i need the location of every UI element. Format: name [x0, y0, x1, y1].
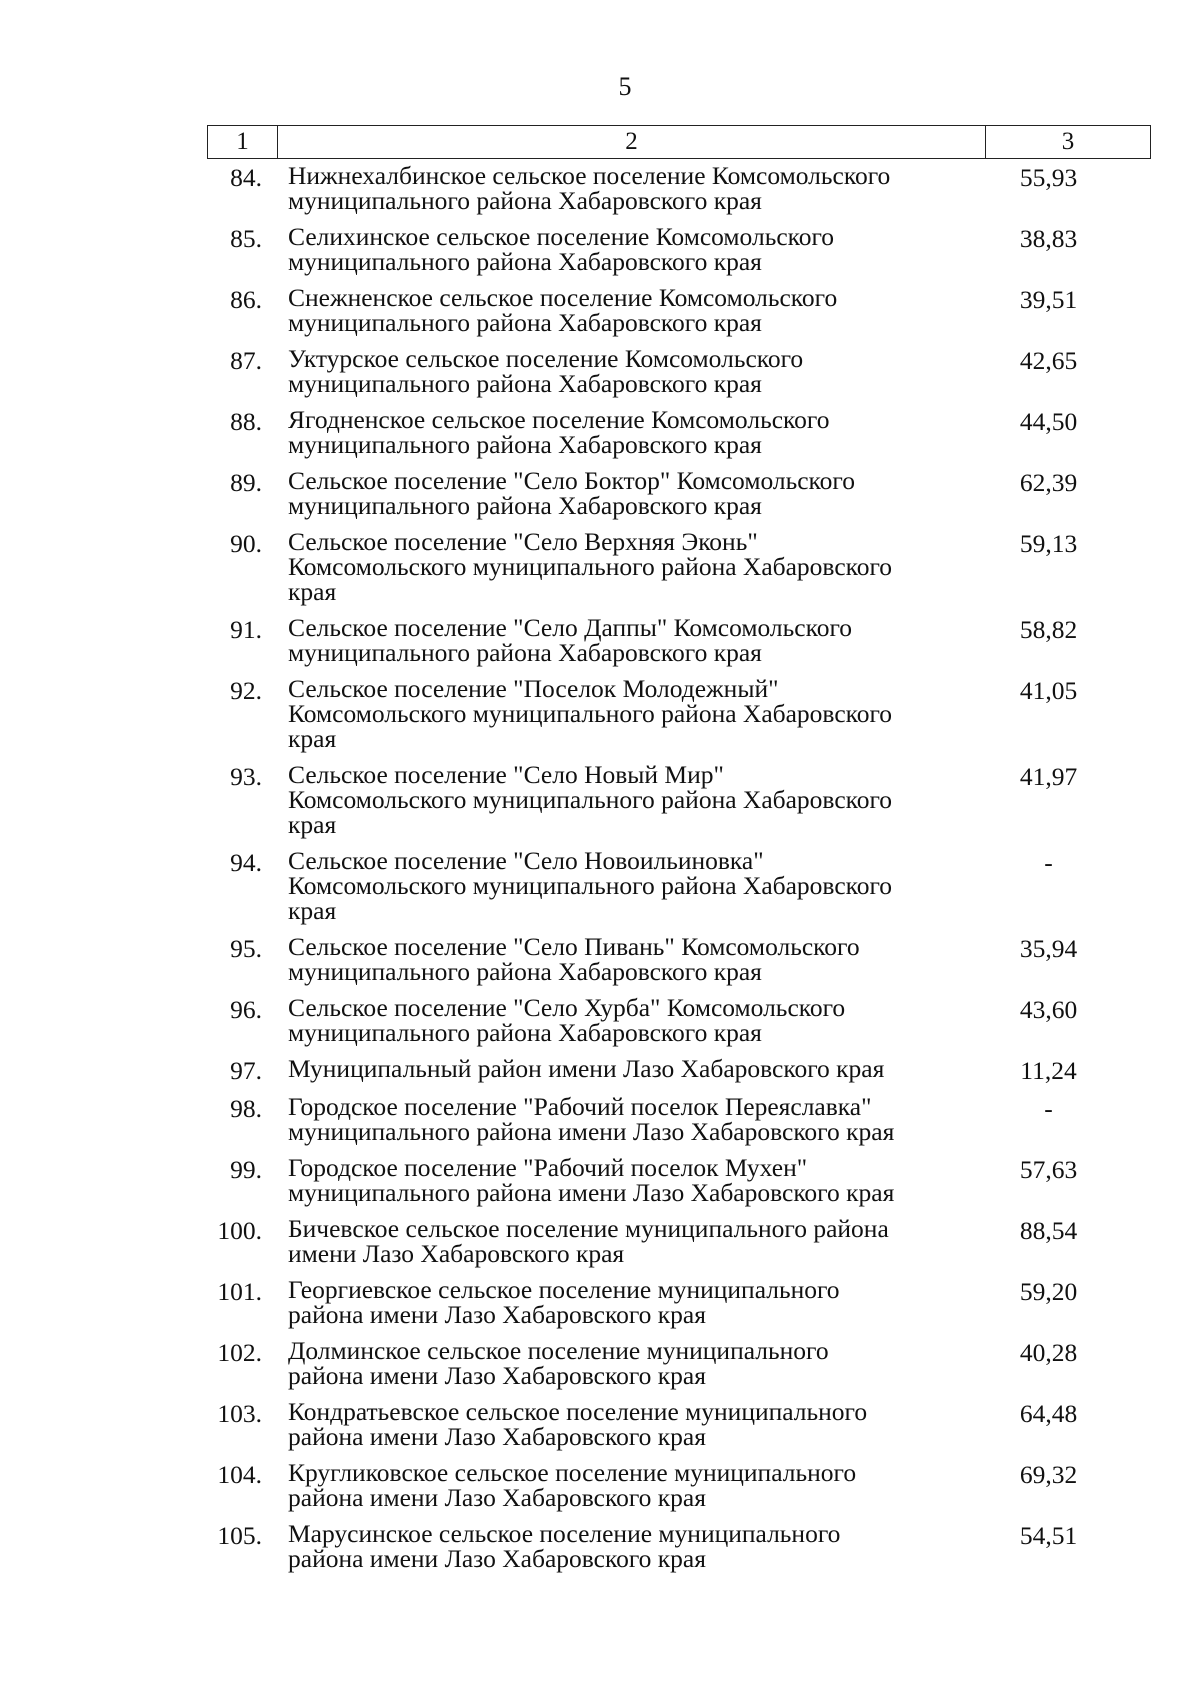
municipality-name-line: Кругликовское сельское поселение муниципального	[288, 1458, 857, 1487]
row-number: 92.	[230, 676, 262, 705]
row-value: 57,63	[1019, 1155, 1078, 1184]
table-row	[207, 1216, 1151, 1266]
row-value: 42,65	[1019, 346, 1078, 375]
municipality-name-line: Снежненское сельское поселение Комсомольского	[288, 283, 838, 312]
row-number: 104.	[217, 1460, 262, 1489]
municipality-name	[262, 163, 974, 213]
table-row	[207, 1056, 1151, 1083]
table-row	[207, 468, 1151, 518]
municipality-name	[262, 346, 974, 396]
municipality-name-line: Сельское поселение "Село Новый Мир"	[288, 760, 724, 789]
municipality-name-line: района имени Лазо Хабаровского края	[288, 1300, 706, 1329]
municipality-name-line: Сельское поселение "Село Новоильиновка"	[288, 846, 764, 875]
municipality-name-line: Уктурское сельское поселение Комсомольского	[288, 344, 804, 373]
row-value: 62,39	[1019, 468, 1078, 497]
row-number: 91.	[230, 615, 262, 644]
municipality-name	[262, 1094, 974, 1144]
municipality-name-line: Комсомольского муниципального района Хабаровского	[288, 699, 893, 728]
row-value: 43,60	[1019, 995, 1078, 1024]
row-value: 59,13	[1019, 529, 1078, 558]
municipality-name-line: Комсомольского муниципального района Хабаровского	[288, 871, 893, 900]
municipality-name	[262, 995, 974, 1045]
row-value: 39,51	[1019, 285, 1078, 314]
row-number: 94.	[230, 848, 262, 877]
municipality-name	[262, 468, 974, 518]
row-number: 85.	[230, 224, 262, 253]
row-number: 95.	[230, 934, 262, 963]
municipality-name-line: Сельское поселение "Село Боктор" Комсомольского	[288, 466, 855, 495]
row-value: 41,05	[1019, 676, 1078, 705]
municipality-name	[262, 676, 974, 751]
municipality-name-line: муниципального района Хабаровского края	[288, 1018, 762, 1047]
table-row	[207, 934, 1151, 984]
row-number: 96.	[230, 995, 262, 1024]
municipality-name	[262, 529, 974, 604]
municipality-name-line: Сельское поселение "Село Верхняя Эконь"	[288, 527, 758, 556]
municipality-name	[262, 1277, 974, 1327]
municipality-name-line: муниципального района Хабаровского края	[288, 957, 762, 986]
row-number: 86.	[230, 285, 262, 314]
row-value: 59,20	[1019, 1277, 1078, 1306]
municipality-name-line: района имени Лазо Хабаровского края	[288, 1483, 706, 1512]
row-value: 58,82	[1019, 615, 1078, 644]
municipality-name-line: муниципального района Хабаровского края	[288, 491, 762, 520]
page-number: 5	[618, 72, 632, 101]
municipality-name-line: Сельское поселение "Село Хурба" Комсомольского	[288, 993, 846, 1022]
municipality-name-line: Ягодненское сельское поселение Комсомольского	[288, 405, 830, 434]
municipality-name	[262, 762, 974, 837]
municipality-name-line: Кондратьевское сельское поселение муниципального	[288, 1397, 868, 1426]
municipality-name-line: имени Лазо Хабаровского края	[288, 1239, 625, 1268]
municipality-name	[262, 1216, 974, 1266]
row-number: 103.	[217, 1399, 262, 1428]
municipality-name-line: края	[288, 896, 337, 925]
row-number: 98.	[230, 1094, 262, 1123]
header-col-1: 1	[208, 126, 278, 158]
municipality-name-line: Марусинское сельское поселение муниципального	[288, 1519, 841, 1548]
municipality-name-line: муниципального района имени Лазо Хабаровского края	[288, 1117, 895, 1146]
table-row	[207, 848, 1151, 923]
row-number: 84.	[230, 163, 262, 192]
row-number: 105.	[217, 1521, 262, 1550]
municipality-name-line: края	[288, 810, 337, 839]
municipality-name-line: края	[288, 724, 337, 753]
table-row	[207, 529, 1151, 604]
municipality-name-line: муниципального района имени Лазо Хабаровского края	[288, 1178, 895, 1207]
table-row	[207, 615, 1151, 665]
municipality-name-line: муниципального района Хабаровского края	[288, 308, 762, 337]
row-value: 41,97	[1019, 762, 1078, 791]
header-col-2: 2	[278, 126, 986, 158]
municipality-name	[262, 1056, 974, 1083]
row-number: 99.	[230, 1155, 262, 1184]
row-number: 101.	[217, 1277, 262, 1306]
table-row	[207, 1277, 1151, 1327]
row-number: 89.	[230, 468, 262, 497]
table-row	[207, 163, 1151, 213]
header-col-3: 3	[1061, 128, 1075, 155]
municipality-name-line: края	[288, 577, 337, 606]
row-value: 44,50	[1019, 407, 1078, 436]
municipality-name-line: Сельское поселение "Село Пивань" Комсомольского	[288, 932, 860, 961]
municipality-name	[262, 1155, 974, 1205]
municipality-name	[262, 1338, 974, 1388]
municipality-name-line: Бичевское сельское поселение муниципального района	[288, 1214, 889, 1243]
table-row	[207, 1399, 1151, 1449]
municipality-name-line: муниципального района Хабаровского края	[288, 638, 762, 667]
municipality-name	[262, 848, 974, 923]
row-value: 64,48	[1019, 1399, 1078, 1428]
table-row	[207, 346, 1151, 396]
municipality-name	[262, 615, 974, 665]
municipality-name-line: муниципального района Хабаровского края	[288, 247, 762, 276]
municipality-name-line: Сельское поселение "Поселок Молодежный"	[288, 674, 779, 703]
municipality-name-line: Сельское поселение "Село Даппы" Комсомольского	[288, 613, 853, 642]
table-row	[207, 1521, 1151, 1571]
row-number: 97.	[230, 1056, 262, 1085]
row-value: 38,83	[1019, 224, 1078, 253]
row-number: 93.	[230, 762, 262, 791]
row-number: 87.	[230, 346, 262, 375]
municipality-name-line: Селихинское сельское поселение Комсомольского	[288, 222, 835, 251]
municipality-name-line: района имени Лазо Хабаровского края	[288, 1544, 706, 1573]
row-value: 11,24	[1020, 1056, 1077, 1085]
table-body	[207, 163, 1151, 1582]
row-value: 55,93	[1019, 163, 1078, 192]
municipality-name	[262, 224, 974, 274]
municipality-name	[262, 934, 974, 984]
municipality-name-line: района имени Лазо Хабаровского края	[288, 1361, 706, 1390]
municipality-name-line: Городское поселение "Рабочий поселок Переяславка"	[288, 1092, 872, 1121]
municipality-name-line: Городское поселение "Рабочий поселок Мухен"	[288, 1153, 808, 1182]
row-value: 35,94	[1019, 934, 1078, 963]
table-row	[207, 1338, 1151, 1388]
municipality-name-line: Муниципальный район имени Лазо Хабаровского края	[288, 1054, 885, 1083]
row-value: 40,28	[1019, 1338, 1078, 1367]
table-row	[207, 762, 1151, 837]
municipality-name	[262, 1460, 974, 1510]
municipality-name	[262, 407, 974, 457]
table-row	[207, 407, 1151, 457]
row-value: 54,51	[1019, 1521, 1078, 1550]
row-number: 100.	[217, 1216, 262, 1245]
municipality-name	[262, 1521, 974, 1571]
row-value: -	[1044, 848, 1053, 877]
table-row	[207, 285, 1151, 335]
municipality-name-line: Долминское сельское поселение муниципального	[288, 1336, 829, 1365]
table-row	[207, 676, 1151, 751]
table-header	[207, 125, 1151, 159]
row-number: 88.	[230, 407, 262, 436]
municipality-name-line: Нижнехалбинское сельское поселение Комсомольского	[288, 161, 891, 190]
table-row	[207, 995, 1151, 1045]
table-row	[207, 1094, 1151, 1144]
municipality-name-line: Георгиевское сельское поселение муниципального	[288, 1275, 840, 1304]
municipality-name-line: Комсомольского муниципального района Хабаровского	[288, 552, 893, 581]
table-row	[207, 1155, 1151, 1205]
row-value: 69,32	[1019, 1460, 1078, 1489]
row-value: -	[1044, 1094, 1053, 1123]
municipality-name-line: муниципального района Хабаровского края	[288, 369, 762, 398]
municipality-name	[262, 285, 974, 335]
municipality-name-line: района имени Лазо Хабаровского края	[288, 1422, 706, 1451]
municipality-name-line: Комсомольского муниципального района Хабаровского	[288, 785, 893, 814]
table-row	[207, 1460, 1151, 1510]
municipality-name-line: муниципального района Хабаровского края	[288, 430, 762, 459]
row-number: 102.	[217, 1338, 262, 1367]
municipality-name	[262, 1399, 974, 1449]
table-row	[207, 224, 1151, 274]
row-number: 90.	[230, 529, 262, 558]
row-value: 88,54	[1019, 1216, 1078, 1245]
municipality-name-line: муниципального района Хабаровского края	[288, 186, 762, 215]
